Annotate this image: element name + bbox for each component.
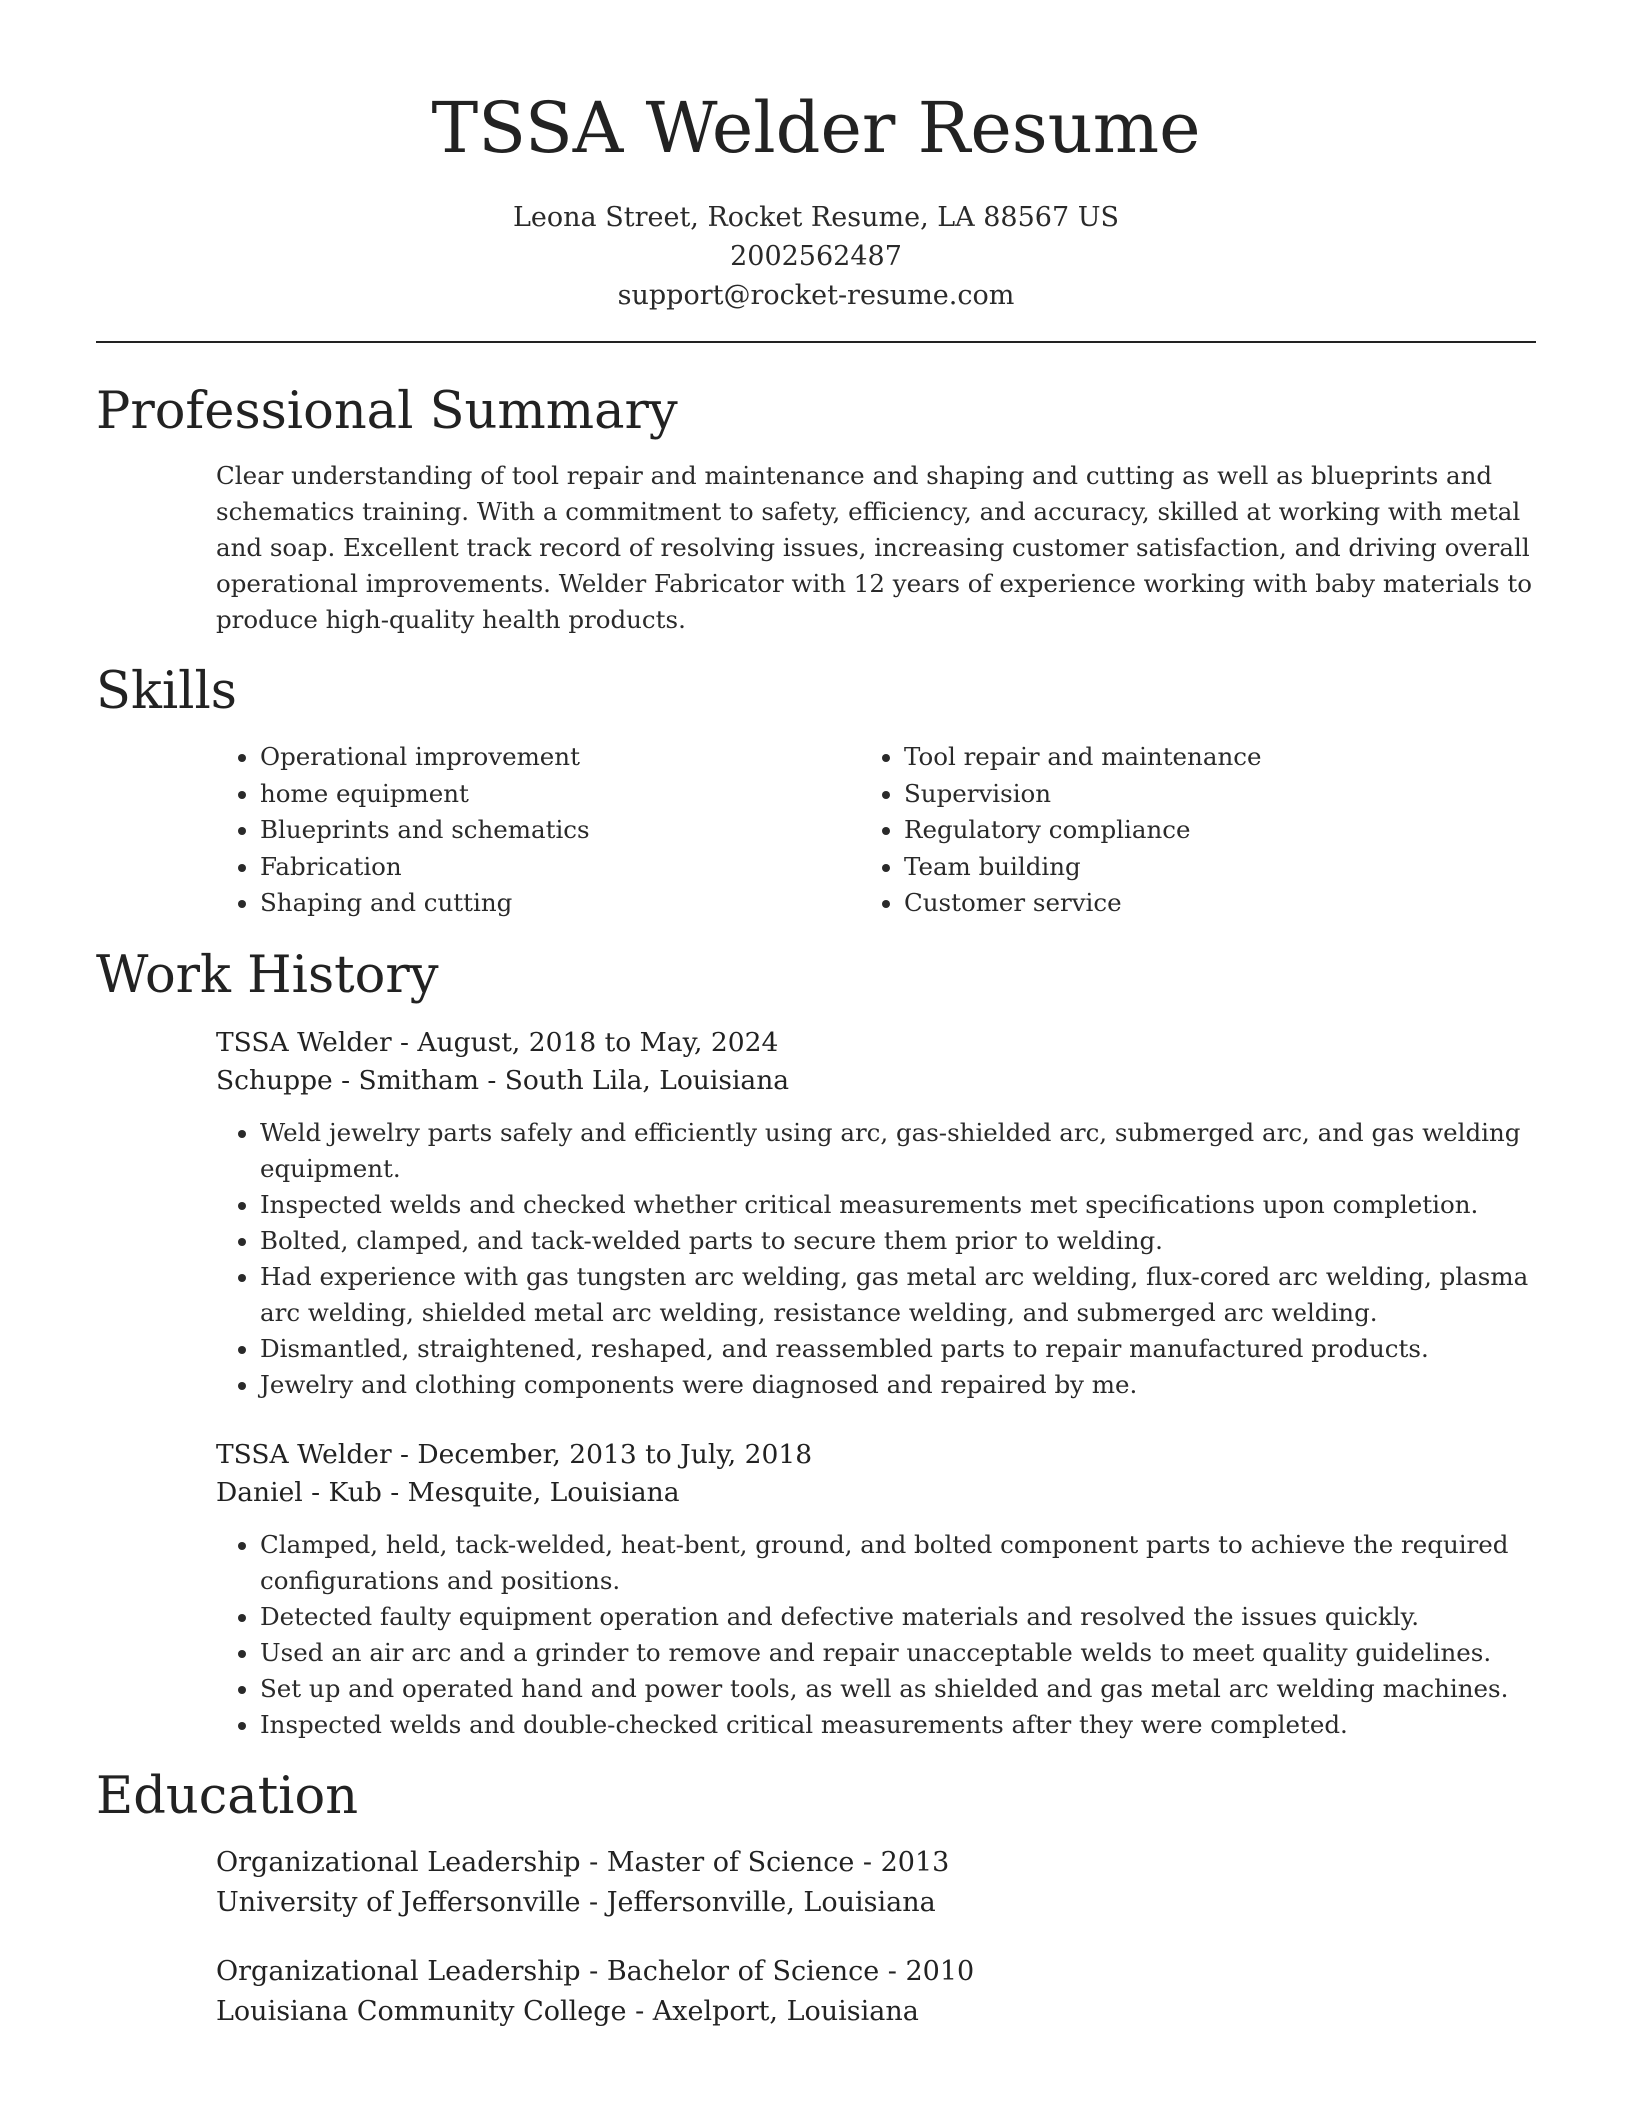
job-bullet: • Used an air arc and a grinder to remove and repair unacceptable welds to meet quality guidelines. — [260, 1635, 1536, 1671]
job-role-line: TSSA Welder - August, 2018 to May, 2024 — [216, 1027, 779, 1058]
email: support@rocket-resume.com — [617, 280, 1015, 311]
skills-list-right — [860, 739, 1500, 922]
job-role-line: TSSA Welder - December, 2013 to July, 2018 — [216, 1439, 813, 1470]
summary-heading: Professional Summary — [96, 382, 678, 441]
job-company-line: Daniel - Kub - Mesquite, Louisiana — [216, 1477, 680, 1508]
job-bullet: • Had experience with gas tungsten arc welding, gas metal arc welding, flux-cored arc welding, plasma arc welding, shielded metal arc welding, resistance welding, and submerged arc welding. — [260, 1259, 1536, 1331]
job-bullets — [216, 1115, 1536, 1403]
job-bullet: • Jewelry and clothing components were diagnosed and repaired by me. — [260, 1367, 1536, 1403]
skill-item: • home equipment — [260, 776, 816, 813]
education-school-line: University of Jeffersonville - Jeffersonville, Louisiana — [216, 1887, 936, 1918]
job-bullet: • Inspected welds and checked whether critical measurements met specifications upon completion. — [260, 1187, 1536, 1223]
job-bullet: • Set up and operated hand and power tools, as well as shielded and gas metal arc welding machines. — [260, 1671, 1536, 1707]
job-entry-header — [216, 1024, 789, 1100]
job-bullet: • Inspected welds and double-checked critical measurements after they were completed. — [260, 1707, 1536, 1743]
education-degree-line: Organizational Leadership - Master of Science - 2013 — [216, 1847, 950, 1878]
job-bullet: • Detected faulty equipment operation and defective materials and resolved the issues quickly. — [260, 1599, 1536, 1635]
contact-block — [0, 198, 1632, 315]
skill-item: • Shaping and cutting — [260, 885, 816, 922]
phone: 2002562487 — [730, 241, 902, 272]
skill-item: • Customer service — [904, 885, 1500, 922]
job-bullets — [216, 1527, 1536, 1743]
education-degree-line: Organizational Leadership - Bachelor of Science - 2010 — [216, 1956, 975, 1987]
job-bullet: • Weld jewelry parts safely and efficiently using arc, gas-shielded arc, submerged arc, and gas welding equipment. — [260, 1115, 1536, 1187]
job-bullet: • Dismantled, straightened, reshaped, and reassembled parts to repair manufactured products. — [260, 1331, 1536, 1367]
education-entry — [216, 1952, 974, 2032]
work-history-heading: Work History — [96, 946, 439, 1005]
skills-list-left — [216, 739, 816, 922]
skills-heading: Skills — [96, 662, 237, 721]
job-company-line: Schuppe - Smitham - South Lila, Louisiana — [216, 1065, 790, 1096]
job-bullet: • Bolted, clamped, and tack-welded parts to secure them prior to welding. — [260, 1223, 1536, 1259]
skill-item: • Operational improvement — [260, 739, 816, 776]
header-divider — [96, 341, 1536, 343]
resume-title: TSSA Welder Resume — [431, 87, 1201, 169]
education-school-line: Louisiana Community College - Axelport, Louisiana — [216, 1996, 919, 2027]
resume-header — [0, 0, 1632, 315]
education-entry — [216, 1843, 949, 1923]
address: Leona Street, Rocket Resume, LA 88567 US — [513, 202, 1119, 233]
job-bullet: • Clamped, held, tack-welded, heat-bent, ground, and bolted component parts to achieve the required configurations and positions. — [260, 1527, 1536, 1599]
skill-item: • Supervision — [904, 776, 1500, 813]
skill-item: • Tool repair and maintenance — [904, 739, 1500, 776]
skill-item: • Team building — [904, 849, 1500, 886]
skill-item: • Fabrication — [260, 849, 816, 886]
skill-item: • Regulatory compliance — [904, 812, 1500, 849]
job-entry-header — [216, 1436, 812, 1512]
education-heading: Education — [96, 1767, 359, 1826]
skill-item: • Blueprints and schematics — [260, 812, 816, 849]
summary-text: Clear understanding of tool repair and maintenance and shaping and cutting as well as blueprints and schematics training. With a commitment to safety, efficiency, and accuracy, skilled at working with metal and soap. Excellent track record of resolving issues, increasing customer satisfaction, and driving overall operational improvements. Welder Fabricator with 12 years of experience working with baby materials to produce high-quality health products. — [216, 461, 1533, 634]
